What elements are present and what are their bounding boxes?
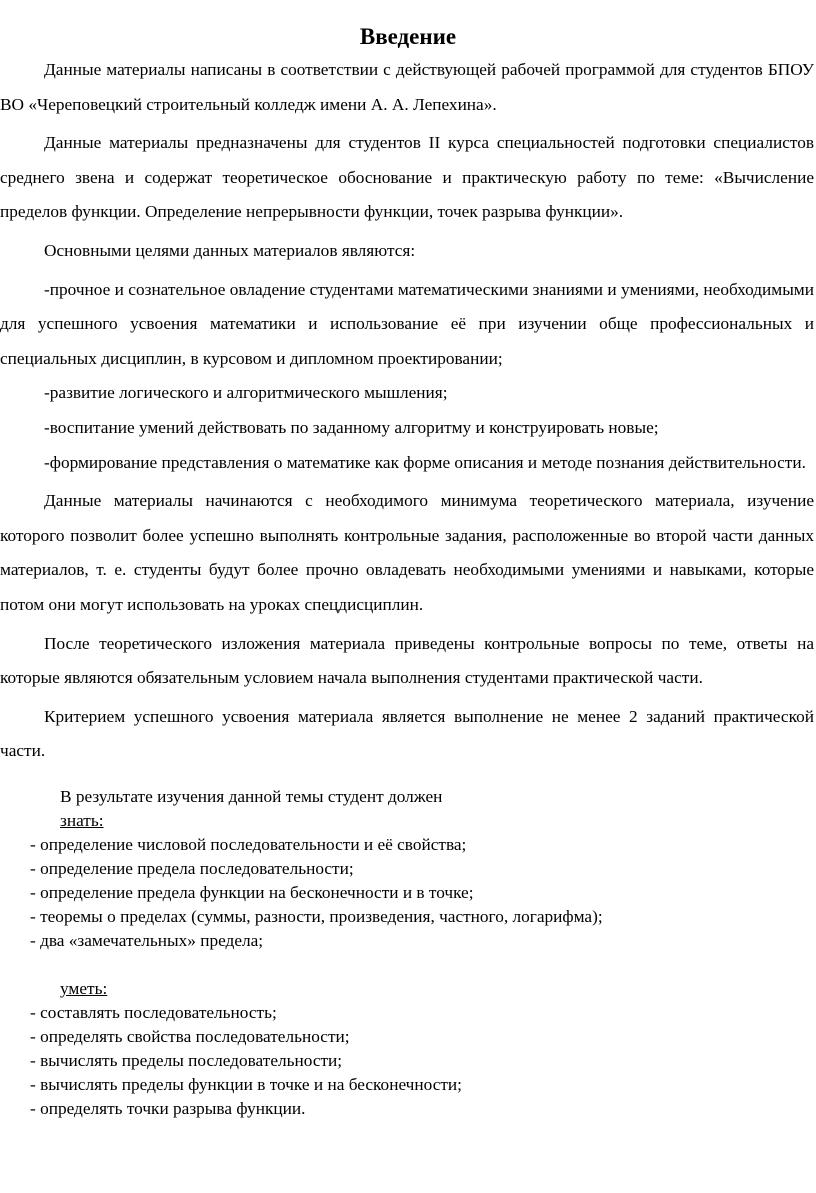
list-item: - составлять последовательность;	[30, 1002, 277, 1022]
learning-outcomes	[0, 785, 814, 1121]
list-item: - определение предела функции на бесконечности и в точке;	[30, 882, 474, 902]
can-list	[0, 1001, 814, 1121]
paragraph: После теоретического изложения материала приведены контрольные вопросы по теме, ответы на которые являются обязательным условием начала выполнения студентами практической части.	[0, 633, 814, 688]
list-item: - определение предела последовательности;	[30, 858, 354, 878]
goal-item: -воспитание умений действовать по заданному алгоритму и конструировать новые;	[44, 417, 659, 437]
list-item: - вычислять пределы последовательности;	[30, 1050, 343, 1070]
paragraph: Данные материалы предназначены для студентов II курса специальностей подготовки специалистов среднего звена и содержат теоретическое обоснование и практическую работу по теме: «Вычисление пределов функции. Определение непрерывности функции, точек разрыва функции».	[0, 133, 814, 222]
paragraph: Данные материалы написаны в соответствии с действующей рабочей программой для студентов БПОУ ВО «Череповецкий строительный колледж имени А. А. Лепехина».	[0, 60, 814, 114]
goal-item: -развитие логического и алгоритмического мышления;	[44, 383, 448, 403]
list-item: - теоремы о пределах (суммы, разности, произведения, частного, логарифма);	[30, 906, 603, 926]
list-item: - определять точки разрыва функции.	[30, 1098, 306, 1118]
paragraph: Критерием успешного усвоения материала является выполнение не менее 2 заданий практической части.	[0, 706, 814, 761]
introduction-body	[0, 53, 814, 769]
list-item: - два «замечательных» предела;	[30, 930, 264, 950]
list-item: - определять свойства последовательности;	[30, 1026, 350, 1046]
can-label: уметь:	[60, 978, 108, 998]
page-title: Введение	[359, 24, 457, 49]
know-label: знать:	[60, 810, 104, 830]
know-list	[0, 833, 814, 953]
goal-item: -формирование представления о математике как форме описания и методе познания действительности.	[44, 452, 806, 472]
goal-item: -прочное и сознательное овладение студентами математическими знаниями и умениями, необходимыми для успешного усвоения математики и использование её при изучении обще профессиональных и специальных дисциплин, в курсовом и дипломном проектировании;	[0, 279, 814, 368]
outcomes-intro: В результате изучения данной темы студент должен	[60, 786, 443, 806]
paragraph: Данные материалы начинаются с необходимого минимума теоретического материала, изучение которого позволит более успешно выполнять контрольные задания, расположенные во второй части данных материалов, т. е. студенты будут более прочно овладевать необходимыми умениями и навыками, которые потом они могут использовать на уроках спецдисциплин.	[0, 491, 814, 614]
paragraph: Основными целями данных материалов являются:	[44, 240, 416, 260]
list-item: - определение числовой последовательности и её свойства;	[30, 834, 467, 854]
list-item: - вычислять пределы функции в точке и на бесконечности;	[30, 1074, 462, 1094]
